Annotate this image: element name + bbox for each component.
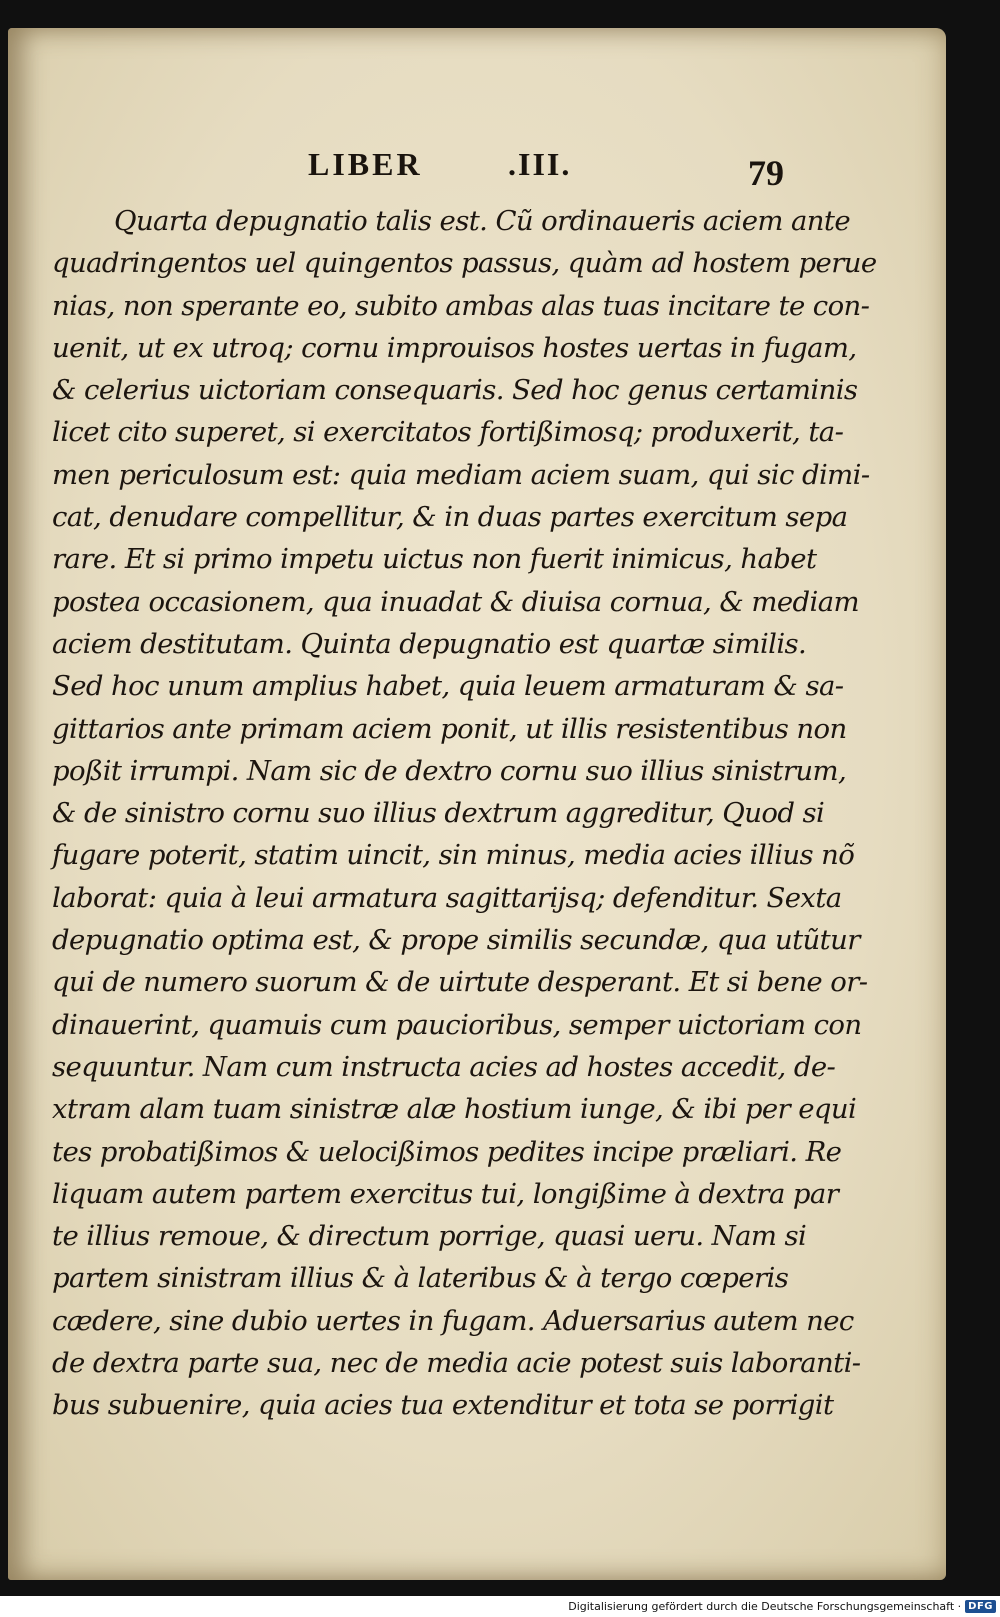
body-text xyxy=(52,200,877,1427)
credit-text: Digitalisierung gefördert durch die Deutsche Forschungsgemeinschaft · xyxy=(568,1600,962,1613)
text-line: uenit, ut ex utroq; cornu improuisos hostes uertas in fugam, xyxy=(52,331,857,364)
text-line: licet cito superet, si exercitatos fortißimosq; produxerit, ta- xyxy=(52,416,844,449)
text-line: aciem destitutam. Quinta depugnatio est quartæ similis. xyxy=(52,627,807,660)
text-line: cat, denudare compellitur, & in duas partes exercitum sepa xyxy=(52,501,848,534)
text-line: te illius remoue, & directum porrige, quasi ueru. Nam si xyxy=(52,1220,807,1253)
text-line: & celerius uictoriam consequaris. Sed hoc genus certaminis xyxy=(52,374,858,407)
book-page xyxy=(8,28,946,1580)
text-line: dinauerint, quamuis cum paucioribus, semper uictoriam con xyxy=(52,1008,862,1041)
text-line: Quarta depugnatio talis est. Cũ ordinaueris aciem ante xyxy=(114,205,851,237)
dfg-logo: DFG xyxy=(965,1600,996,1613)
text-line: postea occasionem, qua inuadat & diuisa cornua, & mediam xyxy=(52,585,859,618)
text-line: depugnatio optima est, & prope similis secundæ, qua utũtur xyxy=(52,924,860,957)
text-line: nias, non sperante eo, subito ambas alas tuas incitare te con- xyxy=(52,289,870,322)
text-line: bus subuenire, quia acies tua extenditur et tota se porrigit xyxy=(52,1389,834,1422)
digitization-credit xyxy=(568,1598,996,1615)
text-line: de dextra parte sua, nec de media acie potest suis laboranti- xyxy=(52,1347,861,1380)
text-line: Sed hoc unum amplius habet, quia leuem armaturam & sa- xyxy=(52,670,844,703)
text-line: sequuntur. Nam cum instructa acies ad hostes accedit, de- xyxy=(52,1050,836,1083)
text-line: rare. Et si primo impetu uictus non fuerit inimicus, habet xyxy=(52,543,817,576)
text-line: poßit irrumpi. Nam sic de dextro cornu suo illius sinistrum, xyxy=(52,754,847,787)
text-line: fugare poterit, statim uincit, sin minus, media acies illius nõ xyxy=(52,839,855,872)
book-number: .III. xyxy=(508,146,572,182)
running-title: LIBER xyxy=(308,146,423,182)
text-line: liquam autem partem exercitus tui, longißime à dextra par xyxy=(52,1177,839,1210)
text-line: gittarios ante primam aciem ponit, ut illis resistentibus non xyxy=(52,712,847,745)
folio-number: 79 xyxy=(748,153,784,193)
text-line: qui de numero suorum & de uirtute desperant. Et si bene or- xyxy=(52,966,868,999)
text-line: quadringentos uel quingentos passus, quàm ad hostem perue xyxy=(52,247,877,280)
text-line: cædere, sine dubio uertes in fugam. Aduersarius autem nec xyxy=(52,1304,854,1337)
text-line: laborat: quia à leui armatura sagittarijsq; defenditur. Sexta xyxy=(52,881,842,914)
text-line: tes probatißimos & uelocißimos pedites incipe præliari. Re xyxy=(52,1135,842,1168)
page-header xyxy=(8,146,946,196)
text-line: partem sinistram illius & à lateribus & à tergo cœperis xyxy=(52,1262,789,1295)
text-line: xtram alam tuam sinistræ alæ hostium iunge, & ibi per equi xyxy=(52,1093,857,1126)
text-line: & de sinistro cornu suo illius dextrum aggreditur, Quod si xyxy=(52,797,825,830)
text-line: men periculosum est: quia mediam aciem suam, qui sic dimi- xyxy=(52,458,870,491)
